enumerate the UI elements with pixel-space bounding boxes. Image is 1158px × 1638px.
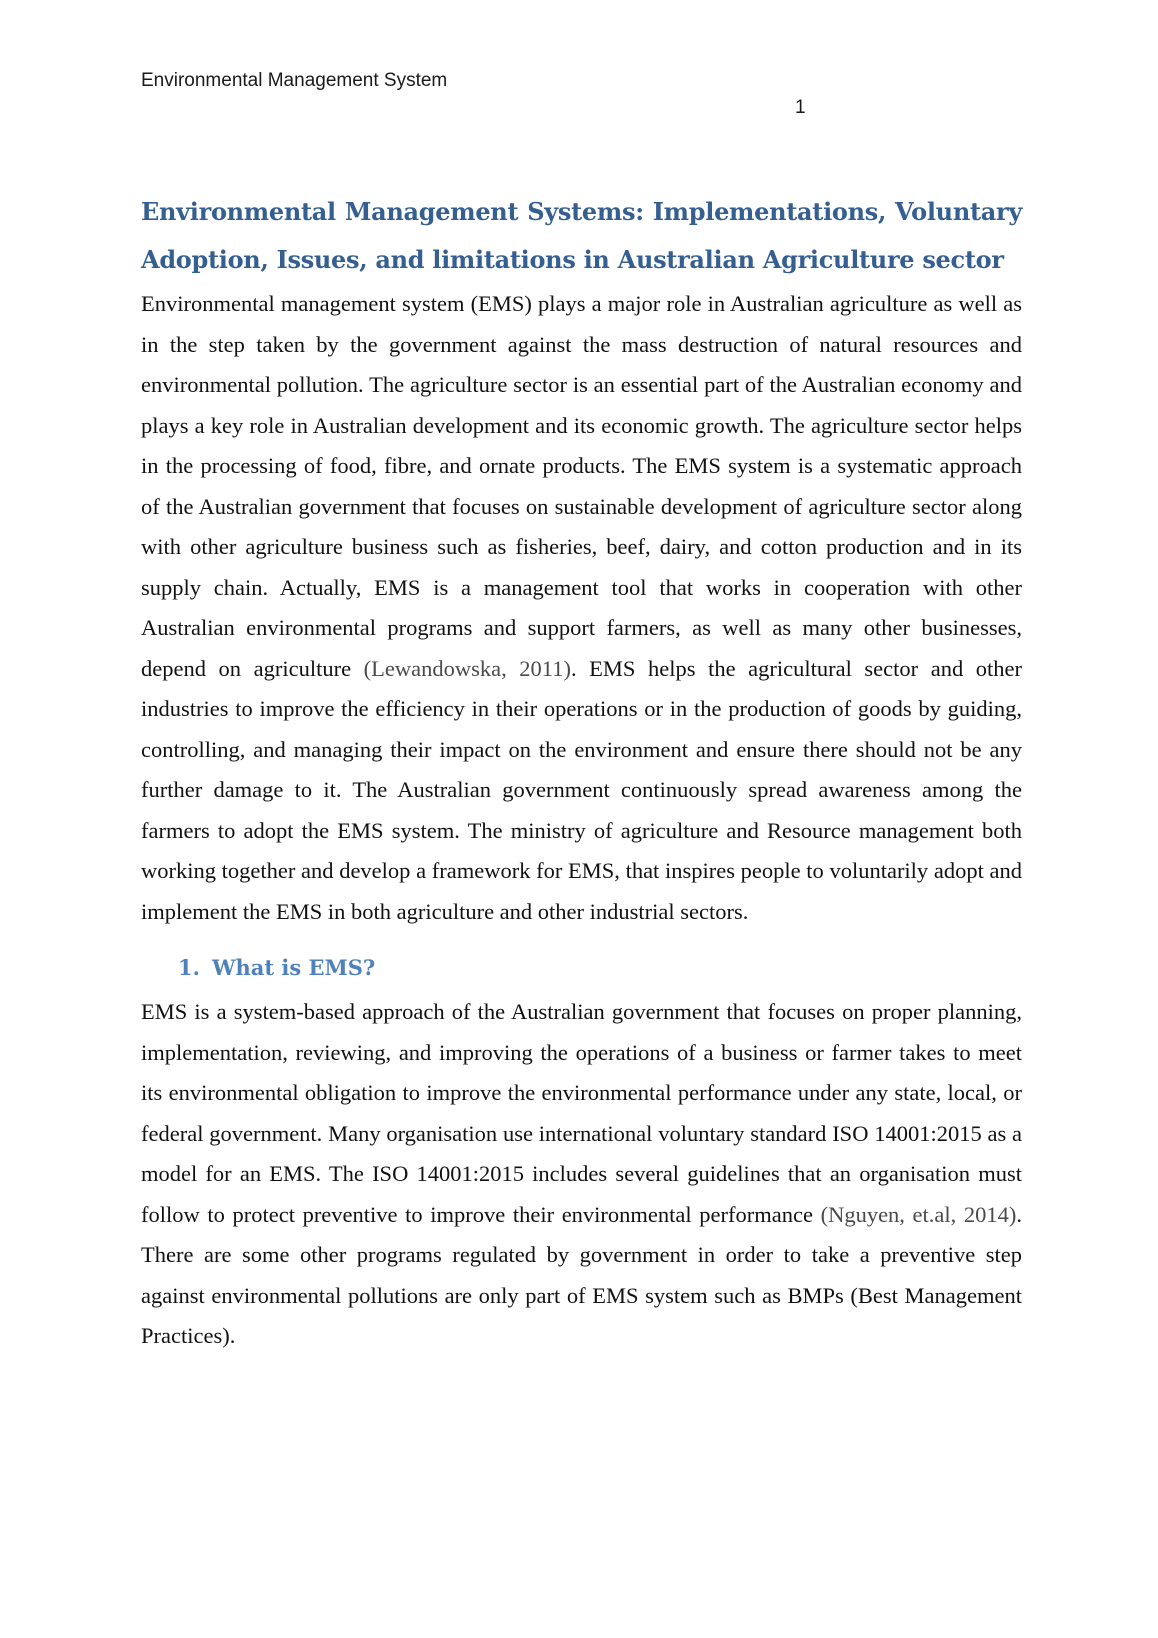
document-title: Environmental Management Systems: Implementations, Voluntary Adoption, Issues, and limitations in Australian Agriculture sector (141, 197, 1022, 274)
citation-lewandowska: (Lewandowska, 2011) (363, 655, 571, 681)
intro-paragraph (141, 284, 1022, 932)
section-heading-text: What is EMS? (211, 955, 376, 980)
section-text-part-2: . There are some other programs regulated by government in order to take a preventive step against environmental pollutions are only part of EMS system such as BMPs (Best Management Practices). (141, 1201, 1023, 1348)
running-header: Environmental Management System (141, 70, 448, 91)
section-heading-what-is-ems (178, 948, 1022, 988)
section-text-part-1: EMS is a system-based approach of the Australian government that focuses on proper planning, implementation, reviewing, and improving the operations of a business or farmer takes to meet its environmental obligation to improve the environmental performance under any state, local, or federal government. Many organisation use international voluntary standard ISO 14001:2015 as a model for an EMS. The ISO 14001:2015 includes several guidelines that an organisation must follow to protect preventive to improve their environmental performance (141, 999, 1022, 1227)
section-paragraph (141, 992, 1022, 1357)
section-number: 1. (178, 955, 200, 980)
page-number: 1 (795, 97, 806, 118)
intro-text-part-1: Environmental management system (EMS) plays a major role in Australian agriculture as well as in the step taken by the government against the mass destruction of natural resources and environmental pollution. The agriculture sector is an essential part of the Australian economy and plays a key role in Australian development and its economic growth. The agriculture sector helps in the processing of food, fibre, and ornate products. The EMS system is a systematic approach of the Australian government that focuses on sustainable development of agriculture sector along with other agriculture business such as fisheries, beef, dairy, and cotton production and in its supply chain. Actually, EMS is a management tool that works in cooperation with other Australian environmental programs and support farmers, as well as many other businesses, depend on agriculture (141, 291, 1022, 681)
intro-text-part-2: . EMS helps the agricultural sector and other industries to improve the efficiency in their operations or in the production of goods by guiding, controlling, and managing their impact on the environment and ensure there should not be any further damage to it. The Australian government continuously spread awareness among the farmers to adopt the EMS system. The ministry of agriculture and Resource management both working together and develop a framework for EMS, that inspires people to voluntarily adopt and implement the EMS in both agriculture and other industrial sectors. (141, 655, 1023, 924)
citation-nguyen: (Nguyen, et.al, 2014) (820, 1201, 1017, 1227)
document-body (141, 188, 1022, 1357)
